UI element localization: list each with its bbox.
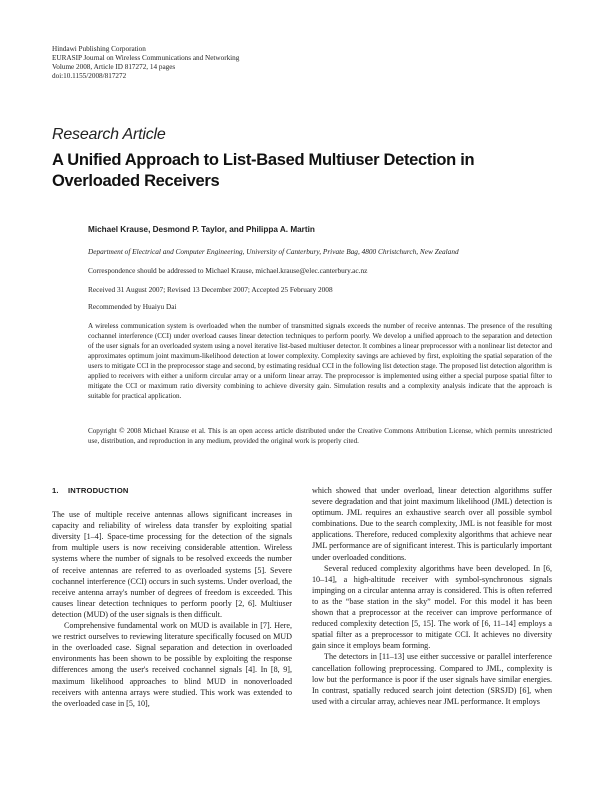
doi-line: doi:10.1155/2008/817272 — [52, 72, 127, 80]
journal-header — [52, 45, 452, 81]
body-column-left — [52, 485, 292, 709]
article-type: Research Article — [52, 126, 166, 143]
paragraph: which showed that under overload, linear detection algorithms suffer severe degradation and that joint maximum likelihood (JML) detection is optimum. JML requires an exhaustive search over all possible symbol combinations. Due to the search complexity, JML is not feasible for most applications. Therefore, reduced complexity algorithms that achieve near JML performance are of significant interest. This is particularly important under overloaded conditions. — [312, 486, 552, 562]
paragraph: Comprehensive fundamental work on MUD is available in [7]. Here, we restrict ourselves to reviewing literature specifically focused on MUD in the overloaded case. Signal separation and detection in overloaded environments has been shown to be possible by exploiting the response differences among the user's received cochannel signals [4]. In [8, 9], maximum likelihood approaches to blind MUD in nonoverloaded receivers with antenna arrays were studied. This work was extended to the overloaded case in [5, 10], — [52, 621, 292, 708]
section-title: INTRODUCTION — [68, 486, 129, 495]
abstract: A wireless communication system is overloaded when the number of transmitted signals exceeds the number of receive antennas. The presence of the resulting cochannel interference (CCI) under overload causes linear detection techniques to perform poorly. We develop a unified approach to the separation and detection of the user signals for an overloaded system using a novel iterative list-based multiuser detector. It combines a linear preprocessor with a nonlinear list detector and approximates optimum joint maximum-likelihood detection at lower complexity. Complexity savings are achieved by first, exploiting the spatial separation of the users to mitigate CCI in the preprocessor stage and second, by estimating residual CCI in the following list detection stage. The proposed list detection algorithm is applied to receivers with either a uniform circular array or a uniform linear array. The preprocessor is implemented using either a special purpose spatial filter to mitigate the CCI or maximum ratio diversity combining to achieve diversity gain. Simulation results and a complexity analysis indicate that the approach is suitable for practical application. — [88, 322, 552, 400]
recommended-by: Recommended by Huaiyu Dai — [88, 302, 177, 311]
paragraph: The detectors in [11–13] use either successive or parallel interference cancellation following preprocessing. Compared to JML, complexity is low but the performance is poor if the user signals have similar energies. In contrast, spatially reduced search joint detection (SRSJD) [6], when used with a circular array, achieves near JML performance. It employs — [312, 652, 552, 706]
correspondence-note: Correspondence should be addressed to Michael Krause, michael.krause@elec.canterbury.ac.nz — [88, 266, 368, 275]
affiliation: Department of Electrical and Computer Engineering, University of Canterbury, Private Bag, 4800 Christchurch, New Zealand — [88, 247, 459, 256]
body-column-right — [312, 485, 552, 707]
paragraph: The use of multiple receive antennas allows significant increases in capacity and reliability of wireless data transfer by exploiting spatial diversity [1–4]. Space-time processing for the detection of the signals from multiple users is now receiving considerable attention. Wireless systems where the number of signals to be resolved exceeds the number of receive antennas are referred to as overloaded systems [5]. Severe cochannel interference (CCI) occurs in such systems. Under overload, the receive antenna array's number of degrees of freedom is exceeded. This causes linear detection techniques to perform poorly [2, 6]. Multiuser detection (MUD) of the user signals is then difficult. — [52, 510, 292, 619]
submission-dates: Received 31 August 2007; Revised 13 December 2007; Accepted 25 February 2008 — [88, 285, 333, 294]
journal-line: EURASIP Journal on Wireless Communications and Networking — [52, 54, 240, 62]
paragraph: Several reduced complexity algorithms have been developed. In [6, 10–14], a high-altitude receiver with symbol-synchronous signals impinging on a circular antenna array is considered. This is often referred to as the “base station in the sky” model. For this model it has been shown that a preprocessor at the receiver can improve performance of reduced complexity detection [5, 15]. The work of [6, 11–14] employs a spatial filter as a preprocessor to mitigate CCI. It achieves no diversity gain since it employs beam forming. — [312, 563, 552, 651]
section-number: 1. — [52, 486, 59, 495]
publisher-line: Hindawi Publishing Corporation — [52, 45, 146, 53]
section-heading — [52, 485, 292, 496]
copyright-notice: Copyright © 2008 Michael Krause et al. This is an open access article distributed under the Creative Commons Attribution License, which permits unrestricted use, distribution, and reproduction in any medium, provided the original work is properly cited. — [88, 427, 552, 445]
article-title: A Unified Approach to List-Based Multiuser Detection in Overloaded Receivers — [52, 151, 475, 190]
volume-line: Volume 2008, Article ID 817272, 14 pages — [52, 63, 176, 71]
author-list: Michael Krause, Desmond P. Taylor, and Philippa A. Martin — [88, 225, 315, 234]
